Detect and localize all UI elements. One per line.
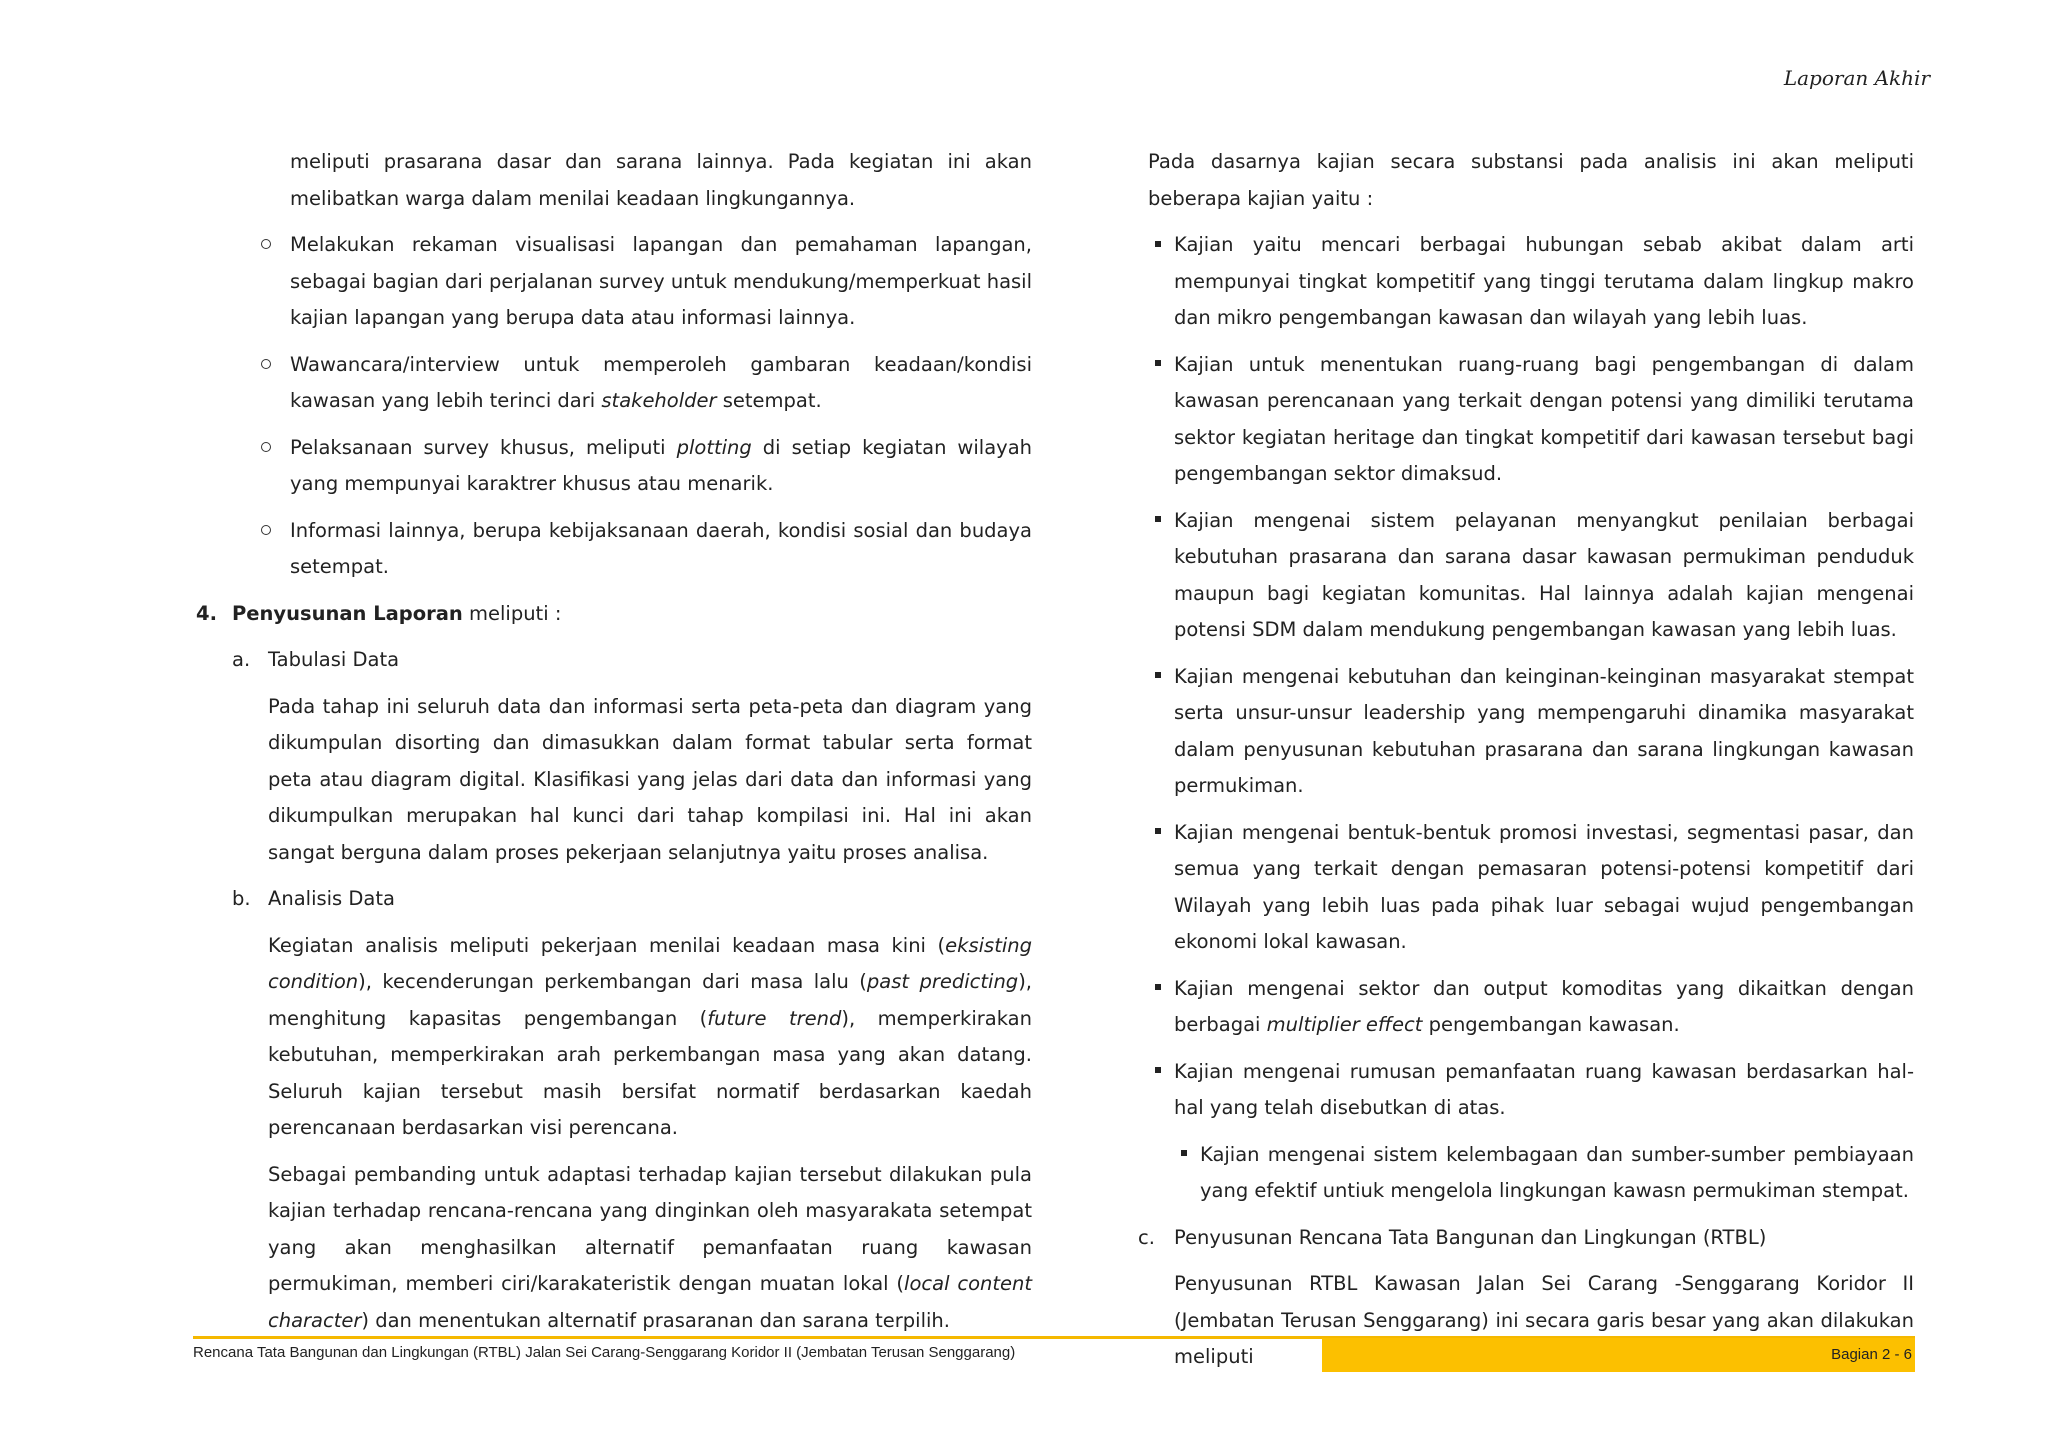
subsection-c-heading bbox=[1138, 1220, 1914, 1257]
square-bullet-icon bbox=[1148, 659, 1168, 696]
list-item bbox=[1148, 1054, 1914, 1127]
square-bullet-icon bbox=[1148, 227, 1168, 264]
list-item bbox=[1148, 659, 1914, 805]
list-item-text: Kajian yaitu mencari berbagai hubungan sebab akibat dalam arti mempunyai tingkat kompetitif yang tinggi terutama dalam lingkup makro dan mikro pengembangan kawasan dan wilayah yang lebih luas. bbox=[1174, 233, 1914, 329]
list-item-text: pengembangan kawasan. bbox=[1422, 1013, 1680, 1036]
survey-bullet-list bbox=[196, 227, 1032, 586]
list-item-text: Kajian mengenai sistem kelembagaan dan sumber-sumber pembiayaan yang efektif untiuk mengelola lingkungan kawasn permukiman stempat. bbox=[1200, 1142, 1914, 1202]
emphasis-text: multiplier effect bbox=[1266, 1013, 1423, 1036]
rtbl-paragraph: Penyusunan RTBL Kawasan Jalan Sei Carang -Senggarang Koridor II (Jembatan Terusan Senggarang) ini secara garis besar yang akan dilakukan meliputi bbox=[1174, 1272, 1914, 1368]
list-item bbox=[196, 430, 1032, 503]
square-bullet-icon bbox=[1148, 347, 1168, 384]
list-item bbox=[196, 347, 1032, 420]
list-item bbox=[196, 513, 1032, 586]
subsection-letter: b. bbox=[232, 887, 251, 910]
list-item-text: Kajian untuk menentukan ruang-ruang bagi pengembangan di dalam kawasan perencanaan yang terkait dengan potensi yang dimiliki terutama sektor kegiatan heritage dan tingkat kompetitif dari kawasan tersebut bagi pengembangan sektor dimaksud. bbox=[1174, 352, 1914, 485]
list-item-text: Melakukan rekaman visualisasi lapangan dan pemahaman lapangan, sebagai bagian dari perjalanan survey untuk mendukung/memperkuat hasil kajian lapangan yang berupa data atau informasi lainnya. bbox=[290, 233, 1033, 329]
intro-paragraph: meliputi prasarana dasar dan sarana lainnya. Pada kegiatan ini akan melibatkan warga dalam menilai keadaan lingkungannya. bbox=[290, 150, 1032, 210]
list-item bbox=[1148, 815, 1914, 961]
square-bullet-icon bbox=[1148, 1054, 1168, 1091]
page-header-title: Laporan Akhir bbox=[1783, 66, 1930, 90]
subsection-b-heading bbox=[196, 881, 1032, 918]
list-item-text: di setiap kegiatan wilayah yang mempunyai karaktrer khusus atau menarik. bbox=[290, 435, 1033, 495]
subsection-letter: c. bbox=[1138, 1225, 1155, 1249]
analisis-paragraph-1: Kegiatan analisis meliputi pekerjaan menilai keadaan masa kini (eksisting condition), kecenderungan perkembangan dari masa lalu (past predicting), menghitung kapasitas pengembangan (future trend), memperkirakan kebutuhan, memperkirakan arah perkembangan masa yang akan datang. Seluruh kajian tersebut masih bersifat normatif berdasarkan kaedah perencanaan berdasarkan visi perencana. bbox=[268, 933, 1033, 1139]
list-item bbox=[1148, 347, 1914, 493]
subsection-letter: a. bbox=[232, 648, 251, 671]
square-bullet-icon bbox=[1174, 1137, 1194, 1174]
tabulasi-paragraph: Pada tahap ini seluruh data dan informasi serta peta-peta dan diagram yang dikumpulan disorting dan dimasukkan dalam format tabular serta format peta atau diagram digital. Klasifikasi yang jelas dari data dan informasi yang dikumpulkan merupakan hal kunci dari tahap kompilasi ini. Hal ini akan sangat berguna dalam proses pekerjaan selanjutnya yaitu proses analisa. bbox=[268, 694, 1032, 864]
list-item bbox=[1148, 503, 1914, 649]
section-title: Penyusunan Laporan bbox=[232, 601, 463, 625]
footer-page-number: Bagian 2 - 6 bbox=[1831, 1346, 1912, 1363]
square-bullet-icon bbox=[1148, 503, 1168, 540]
list-item bbox=[1148, 971, 1914, 1044]
subsection-title: Penyusunan Rencana Tata Bangunan dan Lingkungan (RTBL) bbox=[1174, 1225, 1767, 1249]
left-column bbox=[196, 144, 1032, 1349]
circle-bullet-icon bbox=[256, 347, 276, 384]
emphasis-text: stakeholder bbox=[601, 389, 717, 412]
square-bullet-icon bbox=[1148, 971, 1168, 1008]
list-item-text: Kajian mengenai sistem pelayanan menyangkut penilaian berbagai kebutuhan prasarana dan sarana dasar kawasan permukiman penduduk maupun bagi kegiatan komunitas. Hal lainnya adalah kajian mengenai potensi SDM dalam mendukung pengembangan kawasan yang lebih luas. bbox=[1174, 508, 1914, 641]
circle-bullet-icon bbox=[256, 513, 276, 550]
subsection-title: Tabulasi Data bbox=[268, 648, 400, 671]
emphasis-text: plotting bbox=[676, 435, 752, 459]
circle-bullet-icon bbox=[256, 430, 276, 467]
section-4-heading bbox=[196, 596, 1032, 633]
subsection-title: Analisis Data bbox=[268, 887, 395, 910]
list-item bbox=[1148, 1137, 1914, 1210]
kajian-bullet-list bbox=[1148, 227, 1914, 1210]
list-item-text: Kajian mengenai sektor dan output komoditas yang dikaitkan dengan berbagai bbox=[1174, 976, 1914, 1036]
list-item-text: Pelaksanaan survey khusus, meliputi bbox=[290, 435, 677, 459]
subsection-a-heading bbox=[196, 642, 1032, 679]
list-item bbox=[196, 227, 1032, 337]
analisis-paragraph-2: Sebagai pembanding untuk adaptasi terhadap kajian tersebut dilakukan pula kajian terhadap rencana-rencana yang dinginkan oleh masyarakata setempat yang akan menghasilkan alternatif pemanfaatan ruang kawasan permukiman, memberi ciri/karakateristik dengan muatan lokal (local content character) dan menentukan alternatif prasaranan dan sarana terpilih. bbox=[268, 1162, 1033, 1332]
list-item-text: Wawancara/interview untuk memperoleh gambaran keadaan/kondisi kawasan yang lebih terinci dari bbox=[290, 352, 1032, 412]
circle-bullet-icon bbox=[256, 227, 276, 264]
square-bullet-icon bbox=[1148, 815, 1168, 852]
section-title-rest: meliputi : bbox=[462, 601, 562, 625]
list-item-text: Informasi lainnya, berupa kebijaksanaan daerah, kondisi sosial dan budaya setempat. bbox=[290, 518, 1032, 578]
list-item-text: setempat. bbox=[716, 389, 822, 412]
right-intro-paragraph: Pada dasarnya kajian secara substansi pada analisis ini akan meliputi beberapa kajian yaitu : bbox=[1148, 150, 1914, 210]
list-item-text: Kajian mengenai rumusan pemanfaatan ruang kawasan berdasarkan hal-hal yang telah disebutkan di atas. bbox=[1174, 1059, 1914, 1119]
footer-page-band bbox=[1322, 1338, 1915, 1372]
footer-document-title: Rencana Tata Bangunan dan Lingkungan (RTBL) Jalan Sei Carang-Senggarang Koridor II (Jembatan Terusan Senggarang) bbox=[193, 1344, 1016, 1361]
right-column bbox=[1138, 144, 1914, 1376]
list-item-text: Kajian mengenai kebutuhan dan keinginan-keinginan masyarakat stempat serta unsur-unsur leadership yang mempengaruhi dinamika masyarakat dalam penyusunan kebutuhan prasarana dan sarana lingkungan kawasan permukiman. bbox=[1174, 664, 1914, 797]
list-item bbox=[1148, 227, 1914, 337]
section-number: 4. bbox=[196, 601, 217, 625]
list-item-text: Kajian mengenai bentuk-bentuk promosi investasi, segmentasi pasar, dan semua yang terkait dengan pemasaran potensi-potensi kompetitif dari Wilayah yang lebih luas pada pihak luar sebagai wujud pengembangan ekonomi lokal kawasan. bbox=[1174, 820, 1914, 953]
